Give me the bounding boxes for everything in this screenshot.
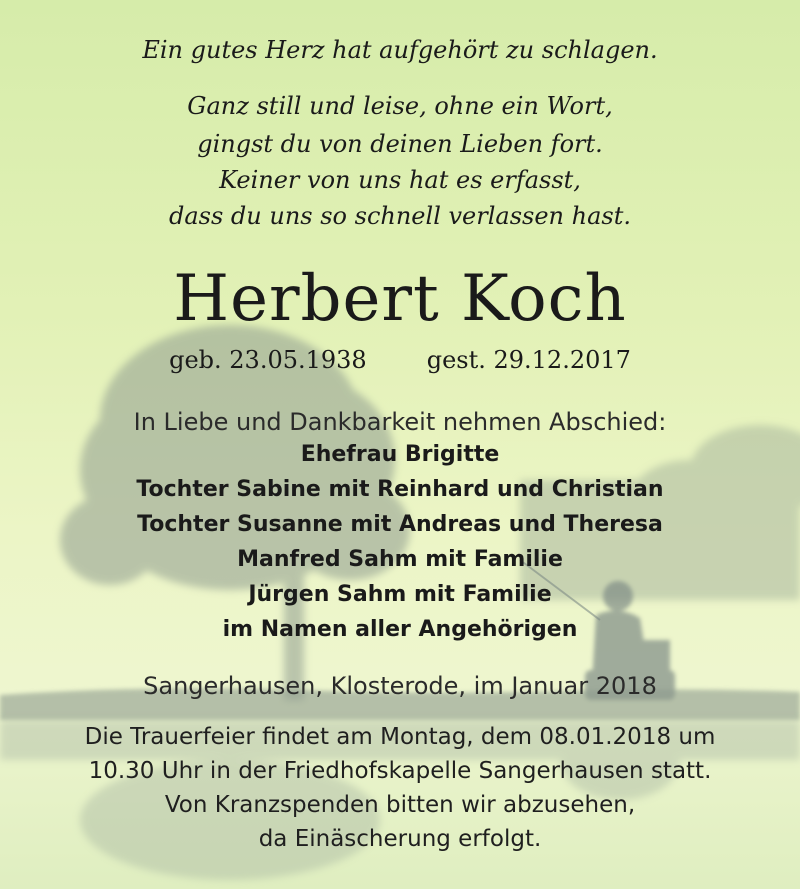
mourner-item: Ehefrau Brigitte xyxy=(300,442,500,467)
poem-line-3: gingst du von deinen Lieben fort. xyxy=(197,130,603,158)
birth-date: geb. 23.05.1938 xyxy=(169,346,367,374)
place-and-date: Sangerhausen, Klosterode, im Januar 2018 xyxy=(143,672,657,700)
notice-line-2: 10.30 Uhr in der Friedhofskapelle Sangerhausen statt. xyxy=(88,758,712,784)
death-date: gest. 29.12.2017 xyxy=(426,346,631,374)
deceased-name: Herbert Koch xyxy=(173,262,627,336)
poem-line-5: dass du uns so schnell verlassen hast. xyxy=(169,202,631,230)
notice-line-1: Die Trauerfeier findet am Montag, dem 08.01.2018 um xyxy=(84,724,716,750)
mourner-item: Jürgen Sahm mit Familie xyxy=(248,582,552,607)
poem-line-4: Keiner von uns hat es erfasst, xyxy=(219,166,581,194)
notice-line-4: da Einäscherung erfolgt. xyxy=(258,826,542,852)
farewell-line: In Liebe und Dankbarkeit nehmen Abschied: xyxy=(133,408,667,436)
poem-line-2: Ganz still und leise, ohne ein Wort, xyxy=(187,92,613,120)
mourner-item: Manfred Sahm mit Familie xyxy=(237,547,563,572)
notice-line-3: Von Kranzspenden bitten wir abzusehen, xyxy=(164,792,636,818)
life-dates xyxy=(0,346,800,374)
mourner-item: Tochter Sabine mit Reinhard und Christian xyxy=(136,477,664,502)
mourner-item: im Namen aller Angehörigen xyxy=(222,617,578,642)
mourner-item: Tochter Susanne mit Andreas und Theresa xyxy=(137,512,663,537)
poem-line-1: Ein gutes Herz hat aufgehört zu schlagen. xyxy=(142,36,658,64)
